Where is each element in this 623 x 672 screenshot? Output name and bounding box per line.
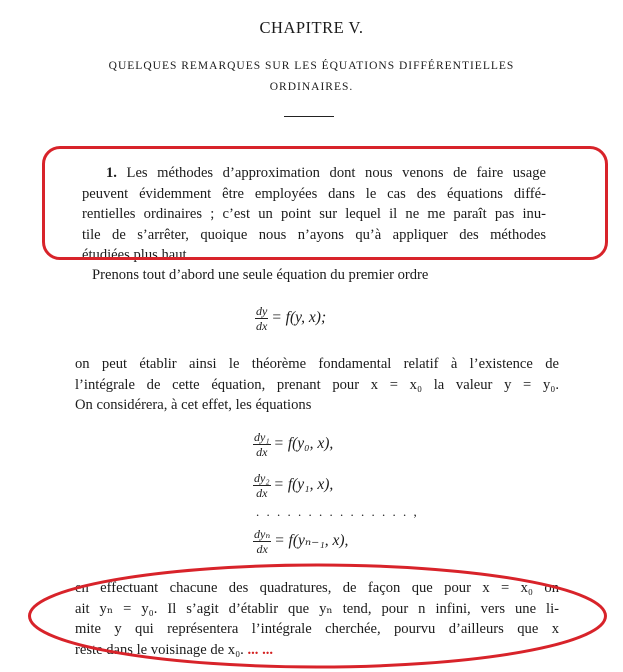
chapter-subtitle: [60, 56, 563, 98]
fraction-num: dy₂: [254, 471, 270, 485]
paragraph-1-line: étudiées plus haut.: [82, 247, 191, 264]
equation-rhs: = f(yₙ₋₁, x),: [274, 532, 349, 550]
paragraph-3-line: on peut établir ainsi le théorème fondamental relatif à l’existence de: [75, 356, 559, 372]
paragraph-number: 1.: [106, 165, 117, 181]
paragraph-3-line: On considérera, à cet effet, les équations: [75, 397, 312, 414]
equation-2: [253, 472, 333, 499]
equation-1: [253, 431, 333, 458]
fraction-num: dy: [256, 304, 268, 318]
fraction: [255, 305, 268, 332]
paragraph-1-line-text: Les méthodes d’approximation dont nous venons de faire usage: [126, 165, 546, 181]
trailing-dots: ... ...: [247, 641, 274, 658]
annotation-ellipse-shape: [30, 565, 606, 667]
paragraph-5-line-text: reste dans le voisinage de x₀.: [75, 641, 244, 658]
equation-dots: . . . . . . . . . . . . . . . ,: [256, 504, 419, 519]
paragraph-2-line: Prenons tout d’abord une seule équation du premier ordre: [92, 267, 429, 283]
fraction-num: dyₙ: [254, 527, 271, 541]
paragraph-3: [75, 354, 559, 416]
fraction: [253, 472, 271, 499]
paragraph-5-line: mite y qui représentera l’intégrale cherchée, pourvu d’ailleurs que x: [75, 621, 559, 638]
paragraph-5-line: en effectuant chacune des quadratures, de façon que pour x = x₀ on: [75, 580, 559, 596]
fraction-den: dx: [256, 542, 268, 556]
paragraph-1-line: tile de s’arrêter, quoique nous n’ayons qu’à appliquer des méthodes: [82, 226, 546, 243]
paragraph-1-line: peuvent évidemment être employées dans le cas des équations diffé-: [82, 185, 546, 202]
paragraph-3-line: l’intégrale de cette équation, prenant pour x = x₀ la valeur y = y₀.: [75, 376, 559, 393]
fraction: [253, 431, 271, 458]
chapter-subtitle-line1: QUELQUES REMARQUES SUR LES ÉQUATIONS DIFFÉRENTIELLES: [108, 60, 515, 72]
fraction-den: dx: [256, 319, 268, 333]
annotation-box: [42, 146, 608, 260]
equation-n: [253, 528, 348, 555]
equation-rhs: = f(y₁, x),: [273, 476, 334, 494]
equation-rhs: = f(y₀, x),: [273, 435, 334, 453]
fraction-num: dy₁: [254, 430, 270, 444]
annotation-ellipse: [25, 562, 610, 670]
section-rule: [284, 116, 334, 117]
fraction: [253, 528, 271, 555]
fraction-den: dx: [256, 445, 268, 459]
chapter-subtitle-line2: ORDINAIRES.: [269, 81, 354, 93]
paragraph-5-line: ait yₙ = y₀. Il s’agit d’établir que yₙ tend, pour n infini, vers une li-: [75, 600, 559, 617]
paragraph-2: [92, 265, 576, 286]
equation-rhs: = f(y, x);: [271, 309, 327, 327]
chapter-title: CHAPITRE V.: [259, 18, 364, 37]
equation-main: [255, 305, 326, 332]
paragraph-1-line: rentielles ordinaires ; c’est un point sur lequel il ne me paraît pas inu-: [82, 206, 546, 223]
fraction-den: dx: [256, 486, 268, 500]
